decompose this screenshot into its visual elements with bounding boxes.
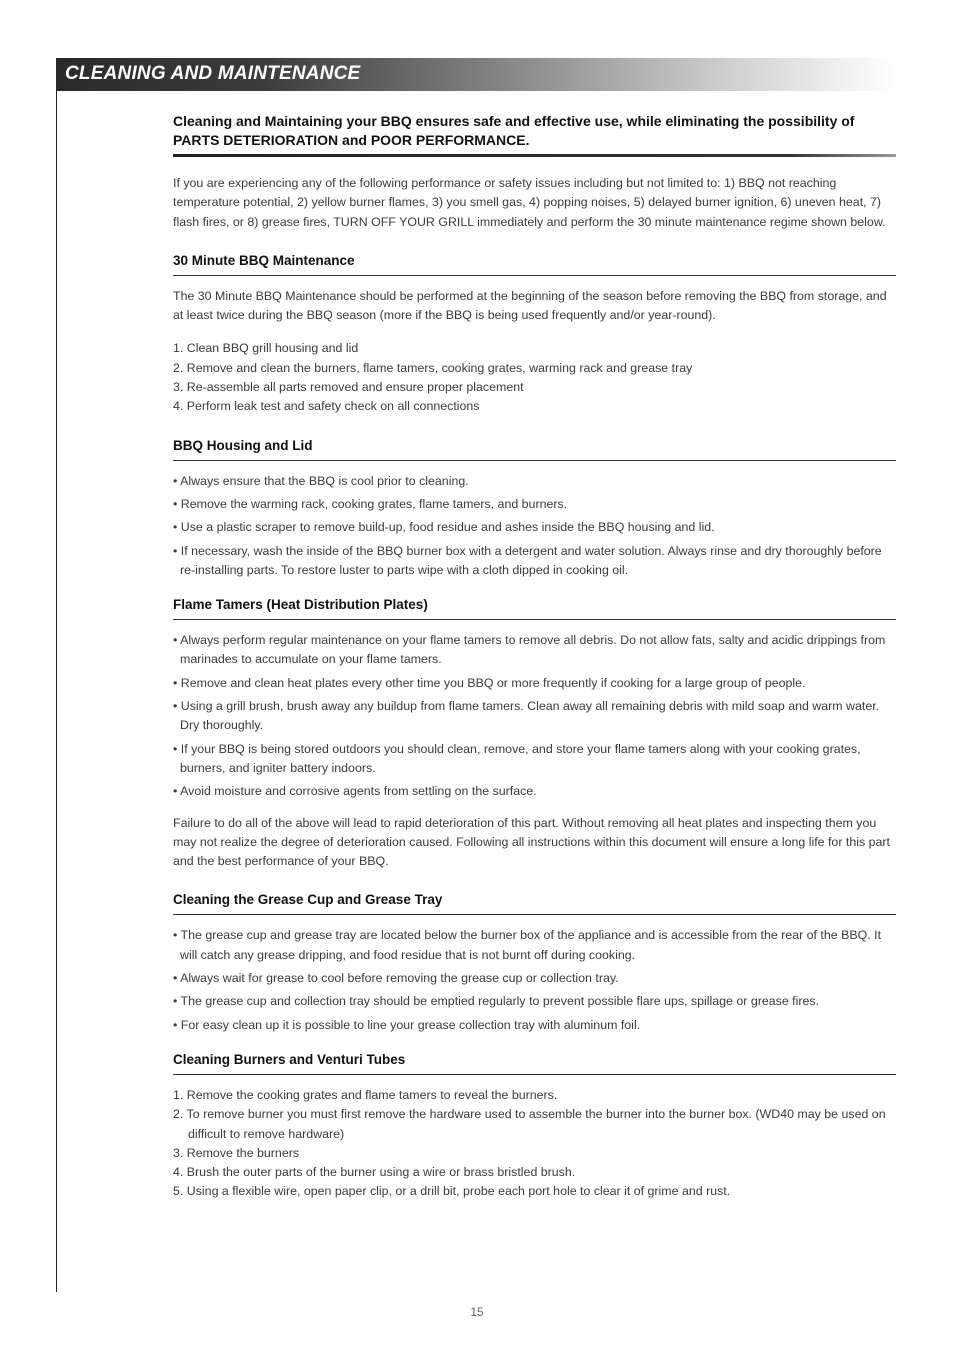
list-item: 4. Brush the outer parts of the burner using a wire or brass bristled brush. bbox=[173, 1165, 576, 1180]
list-item: • If your BBQ is being stored outdoors you should clean, remove, and store your flame tamers along with your cooking grates, burners, and igniter battery indoors. bbox=[173, 741, 861, 775]
list-item: • Remove the warming rack, cooking grates, flame tamers, and burners. bbox=[173, 496, 568, 511]
page-number: 15 bbox=[470, 1305, 484, 1319]
section-title-housing: BBQ Housing and Lid bbox=[173, 437, 896, 461]
list-item: • Always wait for grease to cool before removing the grease cup or collection tray. bbox=[173, 971, 619, 986]
housing-bullets bbox=[173, 472, 896, 580]
section-title-flame-tamers: Flame Tamers (Heat Distribution Plates) bbox=[173, 596, 896, 620]
list-item: • Always perform regular maintenance on your flame tamers to remove all debris. Do not allow fats, salty and acidic drippings from marinades to accumulate on your flame tamers. bbox=[173, 633, 886, 667]
burners-steps bbox=[173, 1086, 896, 1202]
warning-paragraph: If you are experiencing any of the following performance or safety issues including but not limited to: 1) BBQ not reaching temperature potential, 2) yellow burner flames, 3) you smell gas, 4) popping noises, 5) delayed burner ignition, 6) uneven heat, 7) flash fires, or 8) grease fires, TURN OFF YOUR GRILL immediately and perform the 30 minute maintenance regime shown below. bbox=[173, 176, 886, 229]
list-item: 3. Remove the burners bbox=[173, 1145, 300, 1160]
list-item: • Always ensure that the BBQ is cool prior to cleaning. bbox=[173, 473, 469, 488]
list-item: 5. Using a flexible wire, open paper clip, or a drill bit, probe each port hole to clear it of grime and rust. bbox=[173, 1184, 731, 1199]
list-item: 2. Remove and clean the burners, flame tamers, cooking grates, warming rack and grease tray bbox=[173, 360, 693, 375]
list-item: • The grease cup and collection tray should be emptied regularly to prevent possible flare ups, spillage or grease fires. bbox=[173, 994, 820, 1009]
intro-statement: Cleaning and Maintaining your BBQ ensures safe and effective use, while eliminating the possibility of PARTS DETERIORATION and POOR PERFORMANCE. bbox=[173, 113, 855, 148]
section-title-grease: Cleaning the Grease Cup and Grease Tray bbox=[173, 891, 896, 915]
list-item: 1. Clean BBQ grill housing and lid bbox=[173, 341, 359, 356]
section-title-maintenance: 30 Minute BBQ Maintenance bbox=[173, 252, 896, 276]
grease-bullets bbox=[173, 926, 896, 1034]
section-title-burners: Cleaning Burners and Venturi Tubes bbox=[173, 1051, 896, 1075]
maintenance-paragraph: The 30 Minute BBQ Maintenance should be performed at the beginning of the season before removing the BBQ from storage, and at least twice during the BBQ season (more if the BBQ is being used frequently and/or year-round). bbox=[173, 288, 887, 323]
list-item: 1. Remove the cooking grates and flame tamers to reveal the burners. bbox=[173, 1087, 558, 1102]
flame-tamers-note: Failure to do all of the above will lead to rapid deterioration of this part. Without removing all heat plates and inspecting them you may not realize the degree of deterioration caused. Following all instructions within this document will ensure a long life for this part and the best performance of your BBQ. bbox=[173, 815, 890, 869]
intro-divider bbox=[173, 154, 896, 157]
maintenance-steps bbox=[173, 339, 896, 416]
list-item: • Avoid moisture and corrosive agents from settling on the surface. bbox=[173, 784, 537, 799]
list-item: • Use a plastic scraper to remove build-up, food residue and ashes inside the BBQ housing and lid. bbox=[173, 520, 715, 535]
list-item: 4. Perform leak test and safety check on all connections bbox=[173, 399, 480, 414]
flame-tamers-bullets bbox=[173, 631, 896, 801]
page-title: CLEANING AND MAINTENANCE bbox=[65, 63, 361, 84]
left-margin-rule bbox=[56, 58, 57, 1292]
page-content bbox=[173, 112, 896, 1202]
list-item: 2. To remove burner you must first remove the hardware used to assemble the burner into the burner box. (WD40 may be used on difficult to remove hardware) bbox=[173, 1107, 886, 1141]
list-item: • The grease cup and grease tray are located below the burner box of the appliance and is accessible from the rear of the BBQ. It will catch any grease dripping, and food residue that is not burnt off during cooking. bbox=[173, 928, 882, 962]
list-item: • Remove and clean heat plates every other time you BBQ or more frequently if cooking for a large group of people. bbox=[173, 675, 806, 690]
list-item: • If necessary, wash the inside of the BBQ burner box with a detergent and water solution. Always rinse and dry thoroughly before re-installing parts. To restore luster to parts wipe with a cloth dipped in cooking oil. bbox=[173, 543, 882, 577]
list-item: 3. Re-assemble all parts removed and ensure proper placement bbox=[173, 380, 524, 395]
list-item: • Using a grill brush, brush away any buildup from flame tamers. Clean away all remaining debris with mild soap and warm water. Dry thoroughly. bbox=[173, 699, 880, 733]
list-item: • For easy clean up it is possible to line your grease collection tray with aluminum foil. bbox=[173, 1017, 641, 1032]
section-header-bar bbox=[56, 58, 896, 91]
